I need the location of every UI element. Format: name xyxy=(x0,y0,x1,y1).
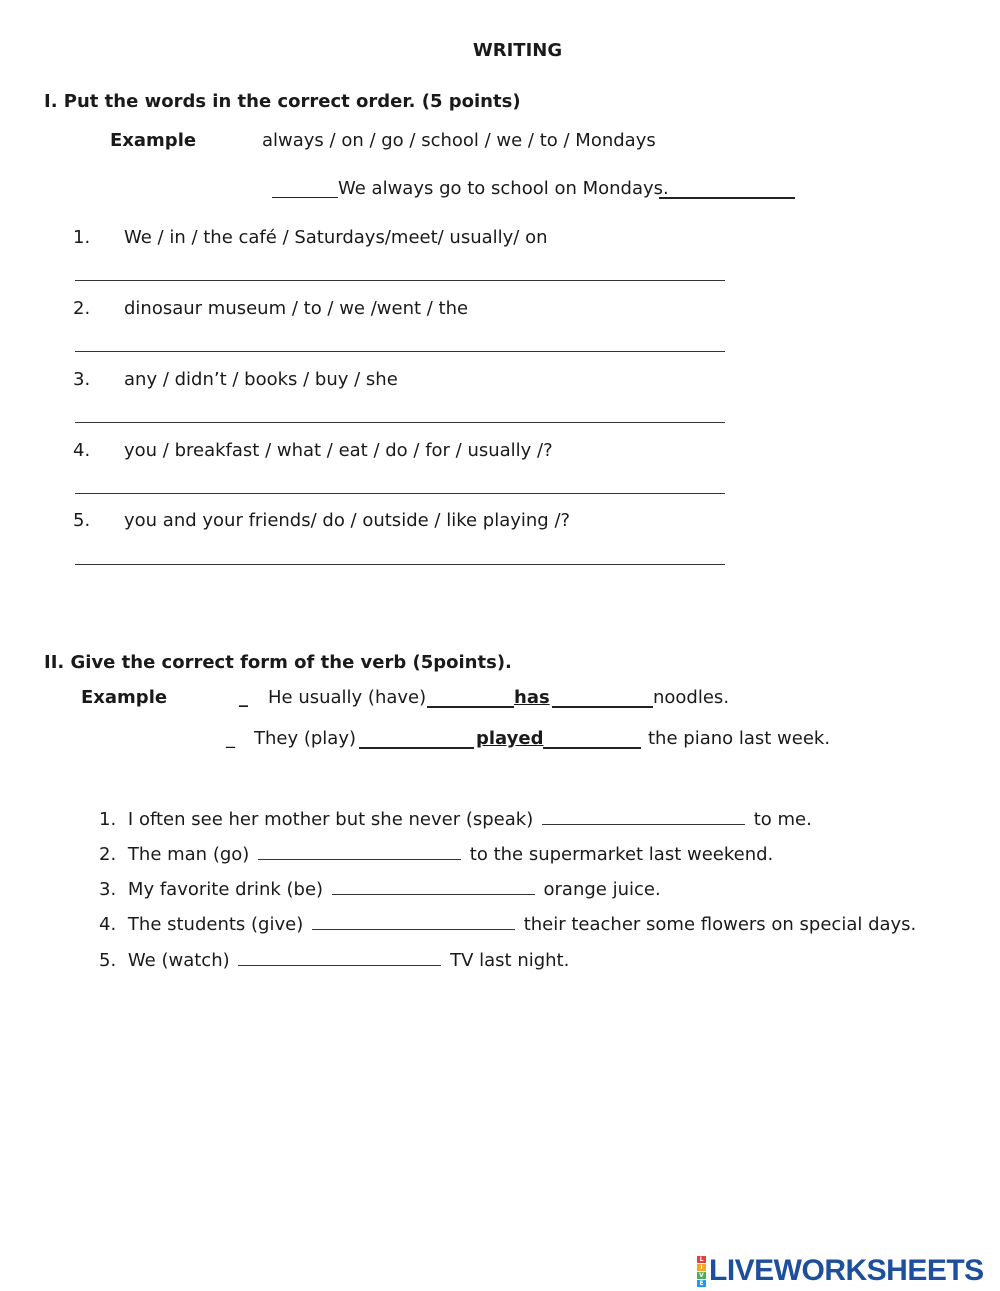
section1-example-prompt: always / on / go / school / we / to / Mondays xyxy=(262,130,656,151)
item-number: 3. xyxy=(99,879,117,900)
logo-mark-icon xyxy=(697,1256,706,1287)
item-number: 1. xyxy=(73,227,91,248)
item-sentence-end: their teacher some flowers on special days. xyxy=(523,914,917,935)
item-words: any / didn’t / books / buy / she xyxy=(124,369,398,390)
item-number: 5. xyxy=(73,510,91,531)
section1-heading: I. Put the words in the correct order. (5 points) xyxy=(44,91,521,112)
example-blank-right xyxy=(543,747,641,749)
item-number: 4. xyxy=(99,914,117,935)
item-number: 4. xyxy=(73,440,91,461)
item-sentence-start: We (watch) xyxy=(127,950,230,971)
logo-box: L xyxy=(697,1256,706,1263)
logo-box: I xyxy=(697,1264,706,1271)
item-sentence-end: to me. xyxy=(753,809,812,830)
answer-line-1[interactable] xyxy=(75,280,725,281)
verb-blank-1[interactable] xyxy=(542,808,745,825)
example-answer: played xyxy=(476,728,544,749)
item-sentence-end: TV last night. xyxy=(450,950,570,971)
list-item xyxy=(99,843,773,865)
list-item xyxy=(99,913,916,935)
section2-example-label: Example xyxy=(81,687,168,708)
item-number: 2. xyxy=(99,844,117,865)
item-words: you / breakfast / what / eat / do / for / usually /? xyxy=(124,440,553,461)
item-sentence-end: to the supermarket last weekend. xyxy=(469,844,774,865)
item-words: dinosaur museum / to / we /went / the xyxy=(124,298,469,319)
example-answer: has xyxy=(514,687,550,708)
item-number: 5. xyxy=(99,950,117,971)
item-words: you and your friends/ do / outside / like playing /? xyxy=(124,510,571,531)
section2-heading: II. Give the correct form of the verb (5points). xyxy=(44,652,512,673)
logo-box: E xyxy=(697,1280,706,1287)
example-dash: _ xyxy=(239,687,248,708)
answer-line-4[interactable] xyxy=(75,493,725,494)
example-blank-left xyxy=(427,706,514,708)
verb-blank-3[interactable] xyxy=(332,878,535,895)
example-blank-right xyxy=(552,706,653,708)
logo-box: V xyxy=(697,1272,706,1279)
example-answer-tail-line xyxy=(659,197,795,199)
section1-example-label: Example xyxy=(110,130,197,151)
page-title: WRITING xyxy=(472,40,563,61)
item-number: 1. xyxy=(99,809,117,830)
example-sentence-end: the piano last week. xyxy=(648,728,831,749)
list-item xyxy=(99,878,661,900)
item-words: We / in / the café / Saturdays/meet/ usually/ on xyxy=(124,227,548,248)
verb-blank-2[interactable] xyxy=(258,843,461,860)
example-sentence-end: noodles. xyxy=(653,687,730,708)
answer-line-2[interactable] xyxy=(75,351,725,352)
item-sentence-start: My favorite drink (be) xyxy=(127,879,324,900)
item-sentence-start: The man (go) xyxy=(127,844,250,865)
logo-text: LIVEWORKSHEETS xyxy=(709,1254,984,1287)
example-sentence-start: They (play) xyxy=(254,728,357,749)
verb-blank-5[interactable] xyxy=(238,949,441,966)
example-dash: _ xyxy=(226,728,235,749)
section1-example-answer: We always go to school on Mondays. xyxy=(338,178,669,199)
liveworksheets-logo xyxy=(697,1254,984,1288)
item-number: 2. xyxy=(73,298,91,319)
item-sentence-start: The students (give) xyxy=(127,914,304,935)
verb-blank-4[interactable] xyxy=(312,913,515,930)
example-blank-left xyxy=(359,747,474,749)
answer-line-3[interactable] xyxy=(75,422,725,423)
answer-line-5[interactable] xyxy=(75,564,725,565)
list-item xyxy=(99,808,812,830)
item-sentence-start: I often see her mother but she never (speak) xyxy=(127,809,534,830)
example-sentence-start: He usually (have) xyxy=(268,687,427,708)
list-item xyxy=(99,949,569,971)
example-answer-lead-line xyxy=(272,197,338,198)
item-number: 3. xyxy=(73,369,91,390)
item-sentence-end: orange juice. xyxy=(543,879,661,900)
